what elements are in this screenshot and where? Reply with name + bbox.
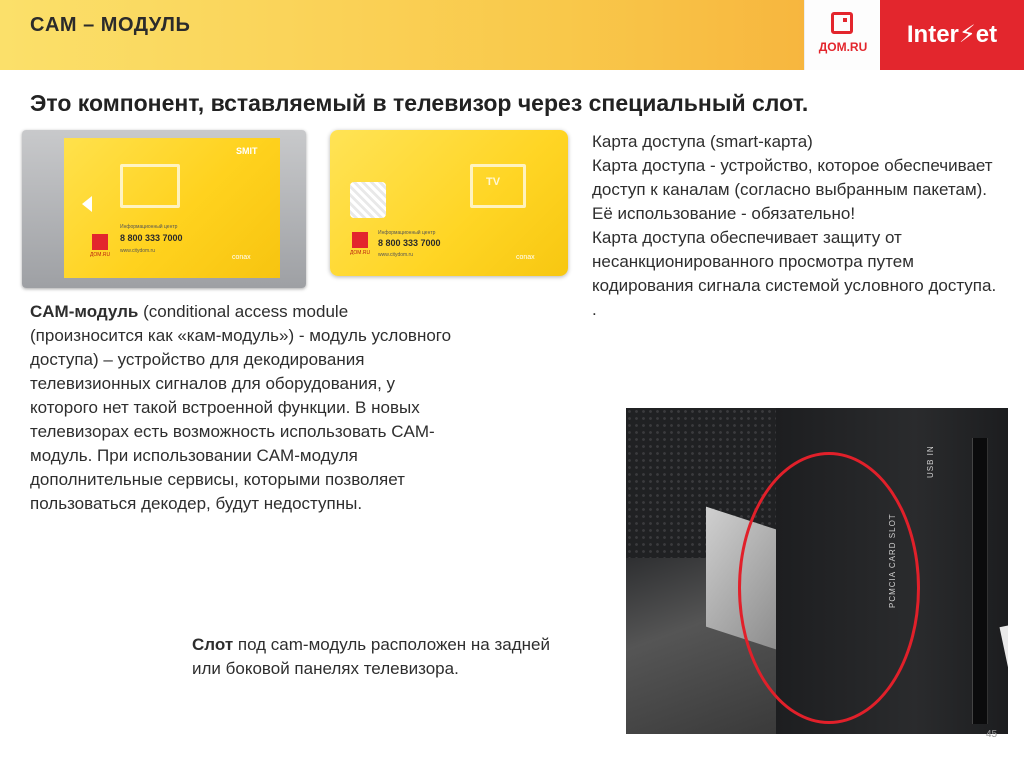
pcmcia-slot [972, 438, 988, 724]
smart-card-paragraph-2: Карта доступа обеспечивает защиту от несанкционированного просмотра путем кодирования сигнала системой условного доступа. [592, 228, 997, 295]
domru-logo-text: ДОМ.RU [818, 40, 868, 54]
tv-caution-sticker [1000, 611, 1008, 716]
smart-info-label: Информационный центр [378, 230, 436, 236]
slot-text: под cam-модуль расположен на задней или боковой панелях телевизора. [192, 635, 550, 678]
cam-logo-text: ДОМ.RU [90, 252, 111, 258]
smart-tv-mark: TV [486, 176, 501, 188]
highlight-circle [738, 452, 920, 724]
slide-title: CAM – МОДУЛЬ [30, 14, 191, 36]
cam-module-image [22, 130, 306, 288]
pcmcia-label: PCMCIA CARD SLOT [888, 513, 897, 608]
cam-info-label: Информационный центр [120, 224, 178, 230]
smart-logo-text: ДОМ.RU [350, 250, 371, 256]
tv-watermark-icon [120, 164, 180, 208]
cam-phone: 8 800 333 7000 [120, 233, 183, 243]
domru-card-logo-icon [92, 234, 108, 250]
smart-card-paragraph-3: . [592, 300, 597, 319]
interzet-logo: Inter⚡et [880, 0, 1024, 70]
smart-card-title: Карта доступа (smart-карта) [592, 132, 813, 151]
insert-arrow-icon [82, 196, 92, 212]
cam-module-face [64, 138, 280, 278]
cam-maker: conax [232, 254, 251, 261]
domru-logo [804, 0, 881, 70]
smart-site: www.citydom.ru [378, 252, 414, 258]
smart-card-description [592, 130, 1012, 322]
smart-card-paragraph-1: Карта доступа - устройство, которое обеспечивает доступ к каналам (согласно выбранным пакетам). Её использование - обязательно! [592, 156, 993, 223]
smart-card-image [330, 130, 568, 276]
domru-card-logo-icon [352, 232, 368, 248]
page-number: 45 [986, 729, 998, 740]
domru-logo-icon [831, 12, 853, 34]
cam-brand: SMIT [236, 146, 258, 156]
header-bar [0, 0, 1024, 70]
usb-label: USB IN [926, 445, 935, 478]
smart-maker: conax [516, 254, 535, 261]
chip-icon [350, 182, 386, 218]
cam-site: www.citydom.ru [120, 248, 156, 254]
slide-subtitle: Это компонент, вставляемый в телевизор через специальный слот. [30, 90, 809, 116]
cam-description [30, 300, 460, 516]
tv-slot-photo [626, 408, 1008, 734]
cam-term: CAM-модуль [30, 302, 139, 321]
cam-text: (conditional access module (произносится как «кам-модуль») - модуль условного доступа) – устройство для декодирования телевизионных сигналов для оборудования, у которого нет такой встроенной функции. В новых телевизорах есть возможность использовать CAM-модуль. При использовании CAM-модуля дополнительные сервисы, которыми позволяет пользоваться декодер, будут недоступны. [30, 302, 452, 513]
smart-phone: 8 800 333 7000 [378, 238, 441, 248]
slot-description [192, 633, 572, 681]
slot-term: Слот [192, 635, 234, 654]
